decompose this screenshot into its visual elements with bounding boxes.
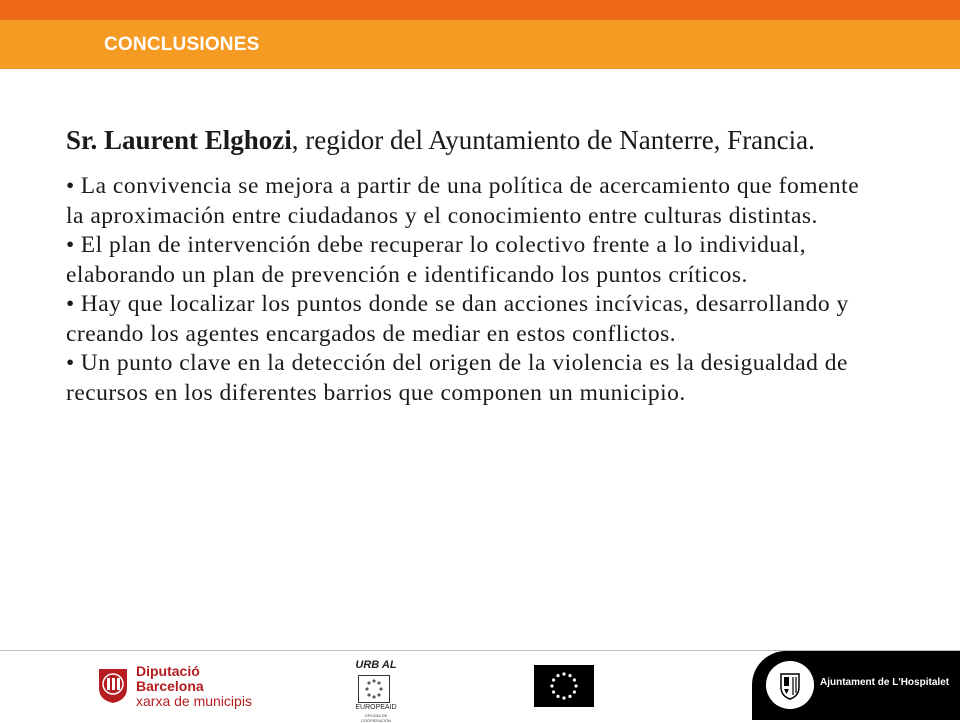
list-item bbox=[66, 290, 866, 349]
bullet-icon: • bbox=[66, 291, 75, 317]
bullet-icon: • bbox=[66, 232, 75, 258]
europeaid-text: EUROPEAID bbox=[355, 704, 397, 711]
speaker-role: , regidor del Ayuntamiento de Nanterre, Francia. bbox=[291, 125, 815, 155]
slide-title: CONCLUSIONES bbox=[104, 34, 260, 55]
header-bar bbox=[0, 20, 960, 69]
speaker-intro bbox=[66, 122, 866, 158]
header-top-strip bbox=[0, 0, 960, 20]
bullet-icon: • bbox=[66, 173, 75, 199]
urbal-title: URB AL bbox=[355, 659, 397, 671]
slide-content bbox=[66, 122, 866, 408]
eu-stars-icon bbox=[358, 675, 390, 703]
hospitalet-logo bbox=[752, 651, 960, 720]
urbal-sub-text: OFICINA DE COOPERACIÓN bbox=[360, 713, 391, 723]
hospitalet-text: Ajuntament de L'Hospitalet bbox=[820, 677, 950, 688]
diputacio-text: Diputació bbox=[136, 663, 200, 679]
barcelona-text: Barcelona bbox=[136, 678, 204, 694]
diputacio-emblem-icon bbox=[96, 666, 130, 704]
diputacio-barcelona-logo bbox=[96, 663, 266, 713]
footer-logos bbox=[0, 651, 960, 723]
bullet-text: La convivencia se mejora a partir de una política de acercamiento que fomente la aproximación entre ciudadanos y el conocimiento entre culturas distintas. bbox=[66, 173, 860, 229]
urbal-logo bbox=[350, 659, 402, 721]
list-item bbox=[66, 349, 866, 408]
bullet-text: El plan de intervención debe recuperar lo colectivo frente a lo individual, elaborando un plan de prevención e identificando los puntos críticos. bbox=[66, 232, 806, 288]
bullet-text: Un punto clave en la detección del origen de la violencia es la desigualdad de recursos en los diferentes barrios que componen un municipio. bbox=[66, 350, 848, 406]
bullet-text: Hay que localizar los puntos donde se dan acciones incívicas, desarrollando y creando los agentes encargados de mediar en estos conflictos. bbox=[66, 291, 849, 347]
speaker-name: Sr. Laurent Elghozi bbox=[66, 125, 292, 155]
xarxa-municipis-text: xarxa de municipis bbox=[136, 693, 252, 709]
conclusions-list bbox=[66, 172, 866, 408]
list-item bbox=[66, 172, 866, 231]
eu-flag-icon bbox=[534, 665, 594, 707]
list-item bbox=[66, 231, 866, 290]
hospitalet-emblem-icon bbox=[766, 661, 814, 709]
bullet-icon: • bbox=[66, 350, 75, 376]
